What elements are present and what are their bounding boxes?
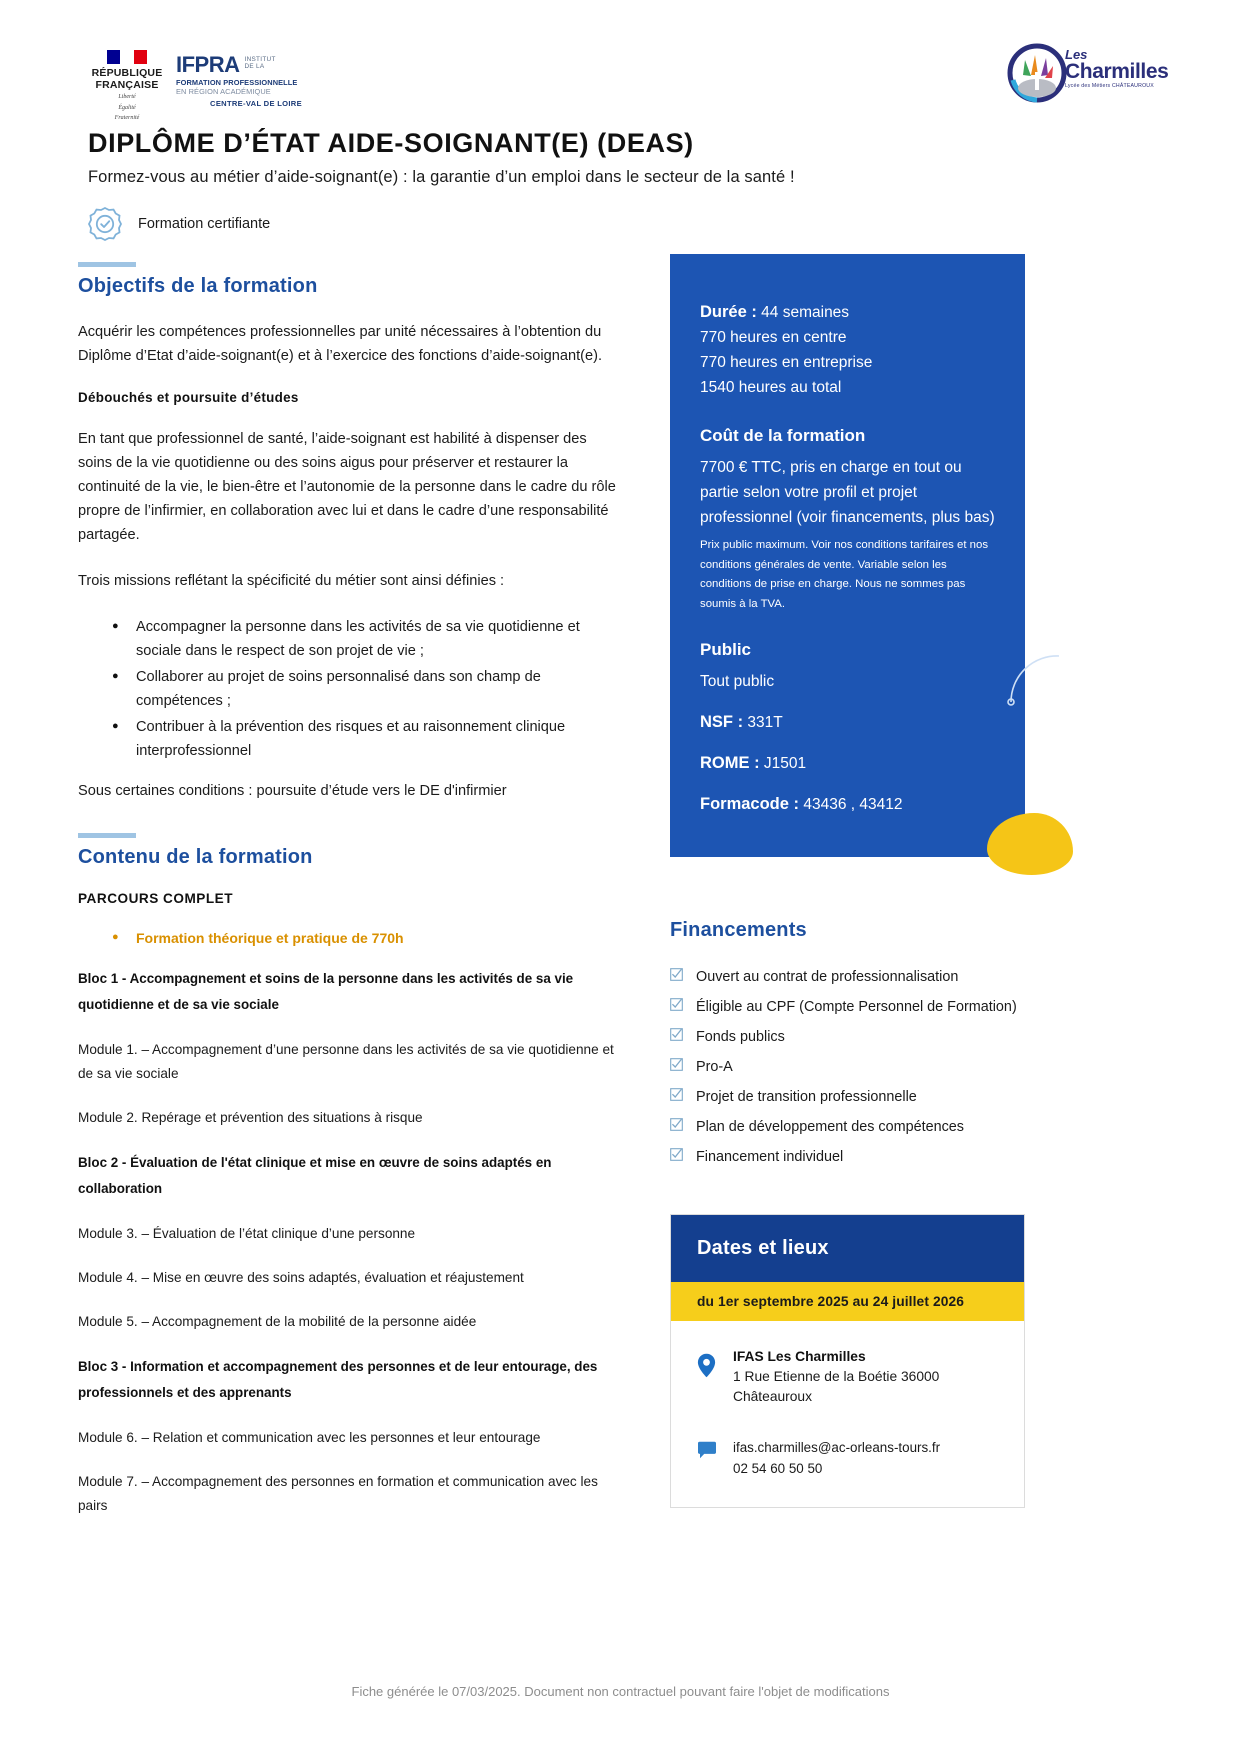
hours-entreprise: 770 heures en entreprise — [700, 354, 873, 371]
hours-centre: 770 heures en centre — [700, 329, 847, 346]
french-flag-icon — [107, 50, 147, 64]
checkbox-checked-icon — [670, 1026, 696, 1046]
nsf-key: NSF : — [700, 713, 744, 731]
module-item: Module 6. – Relation et communication avec les personnes et leur entourage — [78, 1430, 541, 1445]
rf-motto-liberte: Liberté — [118, 94, 136, 100]
module-item: Module 5. – Accompagnement de la mobilité de la personne aidée — [78, 1314, 477, 1329]
rome-row — [700, 751, 995, 776]
list-item — [670, 966, 1154, 988]
location-name: IFAS Les Charmilles — [733, 1349, 866, 1364]
dates-card-body — [671, 1321, 1024, 1507]
rf-line-2: FRANÇAISE — [95, 78, 159, 91]
ifpra-sub-b: DE LA — [244, 63, 265, 71]
highlight-list — [112, 926, 618, 950]
key-info-box — [670, 254, 1025, 857]
module-item: Module 1. – Accompagnement d’une personne dans les activités de sa vie quotidienne et de sa vie sociale — [78, 1042, 614, 1081]
contact-row — [697, 1437, 998, 1479]
rf-line-1: RÉPUBLIQUE — [91, 67, 163, 79]
duree-key: Durée : — [700, 303, 757, 321]
financement-label: Projet de transition professionnelle — [696, 1089, 917, 1105]
financements-heading: Financements — [670, 919, 807, 941]
public-heading: Public — [700, 640, 752, 659]
chat-bubble-icon — [697, 1437, 733, 1465]
les-charmilles-logo — [1003, 42, 1169, 104]
module-item: Module 7. – Accompagnement des personnes en formation et communication avec les pairs — [78, 1474, 598, 1513]
charmilles-tagline: Lycée des Métiers CHÂTEAUROUX — [1065, 83, 1154, 89]
republique-francaise-logo — [88, 50, 166, 123]
checkbox-checked-icon — [670, 1146, 696, 1166]
certification-label: Formation certifiante — [138, 216, 271, 232]
list-item: ● Contribuer à la prévention des risques et au raisonnement clinique interprofessionnel — [112, 715, 618, 763]
list-item — [670, 1056, 1154, 1078]
duree-value: 44 semaines — [761, 304, 850, 321]
nsf-row — [700, 710, 995, 735]
list-item: ● Formation théorique et pratique de 770h — [112, 926, 618, 950]
list-item — [670, 1086, 1154, 1108]
rome-key: ROME : — [700, 754, 760, 772]
checkbox-checked-icon — [670, 1086, 696, 1106]
hours-total: 1540 heures au total — [700, 379, 842, 396]
rf-motto-fraternite: Fraternité — [114, 115, 140, 121]
certificate-badge-icon — [88, 205, 122, 243]
debouches-paragraph: En tant que professionnel de santé, l’aide-soignant est habilité à dispenser des soins de la vie quotidienne ou des soins aigus pour préserver et restaurer la continuité de la vie, le bien-être et l’autonomie de la personne dans le cadre du rôle propre de l’infirmier, en collaboration avec lui et dans le cadre d’une responsabilité partagée. — [78, 431, 616, 543]
certification-badge — [88, 205, 270, 243]
list-item — [670, 1116, 1154, 1138]
debouches-subheading: Débouchés et poursuite d’études — [78, 390, 299, 405]
bloc-title: Bloc 3 - Information et accompagnement des personnes et de leur entourage, des professionnels et des apprenants — [78, 1359, 598, 1400]
heading-rule — [78, 833, 136, 838]
rome-value: J1501 — [763, 755, 807, 772]
nsf-value: 331T — [747, 714, 783, 731]
left-column — [78, 262, 618, 1538]
checkbox-checked-icon — [670, 966, 696, 986]
ifpra-line-3: EN RÉGION ACADÉMIQUE — [176, 87, 271, 96]
missions-list — [112, 615, 618, 763]
ifpra-logo — [176, 54, 336, 108]
checkbox-checked-icon — [670, 1056, 696, 1076]
decorative-yellow-blob — [987, 813, 1073, 875]
page-header — [0, 38, 1241, 121]
rf-motto-egalite: Égalité — [118, 104, 136, 111]
parcours-label: PARCOURS COMPLET — [78, 891, 234, 906]
objectives-paragraph: Acquérir les compétences professionnelles par unité nécessaires à l’obtention du Diplôme d’Etat d’aide-soignant(e) et à l’exercice des fonctions d’aide-soignant(e). — [78, 324, 603, 364]
public-value: Tout public — [700, 673, 775, 690]
dates-card-heading: Dates et lieux — [671, 1215, 1024, 1282]
contact-phone[interactable]: 02 54 60 50 50 — [733, 1461, 823, 1476]
financement-label: Ouvert au contrat de professionnalisation — [696, 969, 959, 985]
module-item: Module 2. Repérage et prévention des situations à risque — [78, 1110, 423, 1125]
list-item: ● Collaborer au projet de soins personnalisé dans son champ de compétences ; — [112, 665, 618, 713]
right-column — [670, 254, 1154, 1508]
cout-note: Prix public maximum. Voir nos conditions tarifaires et nos conditions générales de vente. Variable selon les conditions de prise en charge. Nous ne sommes pas soumis à la TVA. — [700, 539, 989, 610]
checkbox-checked-icon — [670, 1116, 696, 1136]
duree-row — [700, 300, 995, 325]
content-heading: Contenu de la formation — [78, 846, 313, 868]
formacode-row — [700, 792, 995, 817]
content-heading-block — [78, 833, 618, 869]
heading-rule — [78, 262, 136, 267]
page-title: DIPLÔME D’ÉTAT AIDE-SOIGNANT(E) (DEAS) — [88, 128, 694, 158]
objectives-heading-block — [78, 262, 618, 298]
bloc-title: Bloc 1 - Accompagnement et soins de la personne dans les activités de sa vie quotidienne et de sa vie sociale — [78, 971, 574, 1012]
cout-text: 7700 € TTC, pris en charge en tout ou partie selon votre profil et projet professionnel (voir financements, plus bas) — [700, 459, 995, 526]
cout-heading: Coût de la formation — [700, 426, 866, 445]
charmilles-les: Les — [1065, 47, 1088, 62]
module-item: Module 3. – Évaluation de l’état clinique d’une personne — [78, 1226, 416, 1241]
checkbox-checked-icon — [670, 996, 696, 1016]
formacode-value: 43436 , 43412 — [803, 796, 903, 813]
ifpra-line-2: FORMATION PROFESSIONNELLE — [176, 78, 298, 87]
charmilles-name: Charmilles — [1065, 60, 1169, 83]
page-subtitle: Formez-vous au métier d’aide-soignant(e) : la garantie d’un emploi dans le secteur de la santé ! — [88, 168, 795, 186]
missions-intro: Trois missions reflétant la spécificité du métier sont ainsi définies : — [78, 573, 505, 589]
bloc-title: Bloc 2 - Évaluation de l'état clinique et mise en œuvre de soins adaptés en collaboration — [78, 1155, 552, 1196]
page-footer: Fiche générée le 07/03/2025. Document non contractuel pouvant faire l'objet de modifications — [351, 1684, 890, 1699]
location-address-line-2: Châteauroux — [733, 1389, 813, 1404]
list-item — [670, 1146, 1154, 1168]
dates-period-banner: du 1er septembre 2025 au 24 juillet 2026 — [671, 1282, 1024, 1321]
contact-email[interactable]: ifas.charmilles@ac-orleans-tours.fr — [733, 1440, 941, 1455]
financement-label: Pro-A — [696, 1059, 733, 1075]
map-pin-icon — [697, 1347, 733, 1383]
financement-label: Financement individuel — [696, 1149, 844, 1165]
decorative-arc — [997, 654, 1067, 724]
dates-et-lieux-card — [670, 1214, 1025, 1508]
list-item — [670, 996, 1154, 1018]
financements-section — [670, 919, 1154, 1168]
financement-label: Fonds publics — [696, 1029, 785, 1045]
ifpra-line-4: CENTRE-VAL DE LOIRE — [210, 99, 302, 108]
list-item — [670, 1026, 1154, 1048]
ifpra-wordmark: IFPRA — [176, 52, 240, 77]
location-address-line-1: 1 Rue Etienne de la Boétie 36000 — [733, 1369, 940, 1384]
location-row — [697, 1347, 998, 1407]
financement-label: Plan de développement des compétences — [696, 1119, 965, 1135]
list-item: ● Accompagner la personne dans les activités de sa vie quotidienne et sociale dans le respect de son projet de vie ; — [112, 615, 618, 663]
formacode-key: Formacode : — [700, 795, 800, 813]
financement-label: Éligible au CPF (Compte Personnel de Formation) — [696, 999, 1017, 1015]
ifpra-sub-a: INSTITUT — [244, 56, 276, 63]
objectives-heading: Objectifs de la formation — [78, 275, 318, 297]
objectives-footnote: Sous certaines conditions : poursuite d’étude vers le DE d'infirmier — [78, 783, 507, 799]
module-item: Module 4. – Mise en œuvre des soins adaptés, évaluation et réajustement — [78, 1270, 524, 1285]
